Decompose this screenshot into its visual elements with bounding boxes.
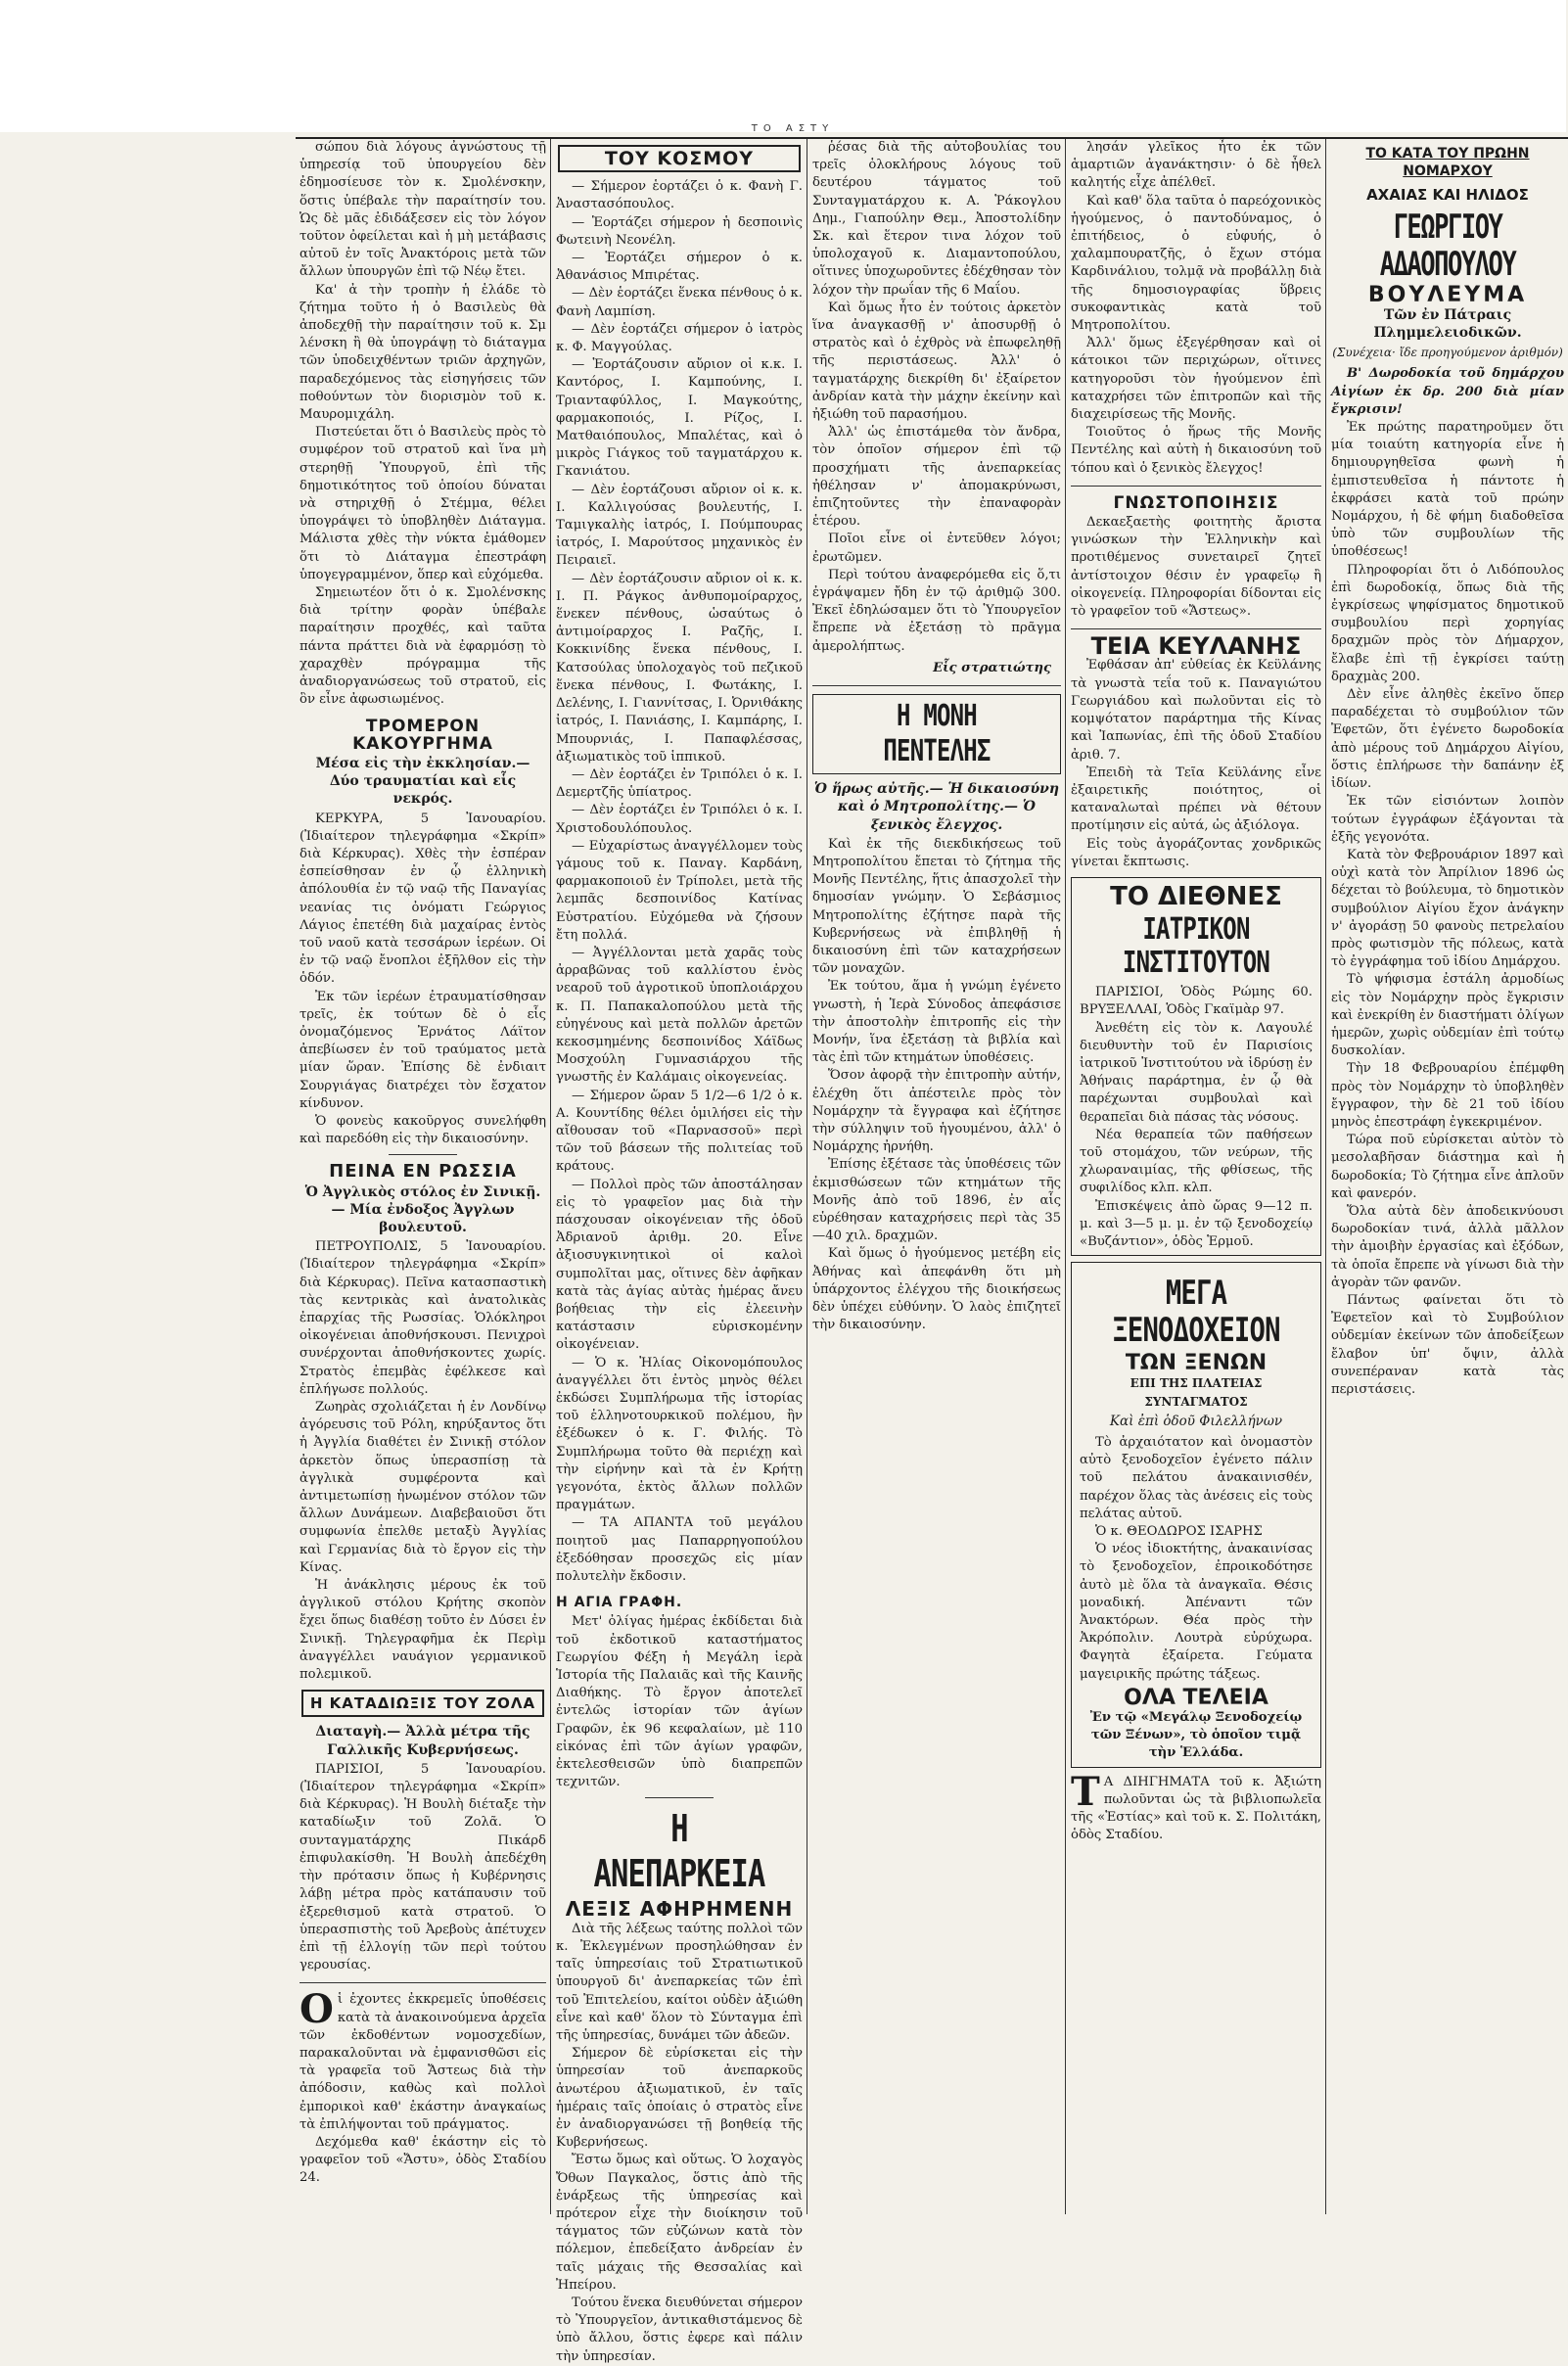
paragraph: Ἀλλ' ὅμως ἐξεγέρθησαν καὶ οἱ κάτοικοι τῶν περιχώρων, οἵτινες κατηγοροῦσι τὸν ἡγούμενον ἐπὶ καταχρήσει τῶν ἐπιτροπῶν καὶ τῆς διαχειρίσεως τῆς Μονῆς. [1071, 336, 1321, 423]
paragraph: Τὸ ἀρχαιότατον καὶ ὀνομαστὸν αὐτὸ ξενοδοχεῖον ἐγένετο πάλιν τοῦ πελάτου ἀνακαινισθέν, παρέχον ὅλας τὰς ἀνέσεις εἰς τοὺς πελάτας αὐτοῦ. [1080, 1434, 1313, 1521]
col5-article [1331, 419, 1564, 1399]
col1-article-3 [300, 1761, 546, 1974]
paragraph: Τὴν 18 Φεβρουαρίου ἐπέμφθη πρὸς τὸν Νομάρχην τὸ ὑποβληθὲν ἔγγραφον, τὴν δὲ 21 τοῦ ἰδίου μηνὸς ἐπεστράφη ἐγκεκριμένον. [1331, 1061, 1564, 1130]
paragraph: Ὁ νέος ἰδιοκτήτης, ἀνακαινίσας τὸ ξενοδοχεῖον, ἐπροικοδότησε ἀυτὸ μὲ ὅλα τὰ ἀναγκαῖα. Θέσις μοναδική. Ἀπέναντι τῶν Ἀνακτόρων. Θέα πρὸς τὴν Ἀκρόπολιν. Λουτρὰ εὐρύχωρα. Φαγητὰ ἐξαίρετα. Γεύματα μαγειρικῆς πρώτης τάξεως. [1080, 1542, 1313, 1682]
paragraph: Διὰ τῆς λέξεως ταύτης πολλοὶ τῶν κ. Ἐκλεγμένων προσηλώθησαν ἐν ταῖς ὑπηρεσίαις τοῦ Στρατιωτικοῦ ὑπουργοῦ δι' ἀνεπαρκείας τῶν ἐπὶ τοῦ Ἐπιτελείου, καίτοι οὐδὲν ἀξιώθη εἶνε καὶ καθ' ὅλον τὸ Σύνταγμα ἐπὶ τῆς ὑπηρεσίας, δυνάμει τῶν ἀδεῶν. [556, 1921, 803, 2043]
col4-tea-text [1071, 657, 1321, 870]
col4-notice-text: Δεκαεξαετὴς φοιτητὴς ἄριστα γινώσκων τὴν Ἑλληνικὴν καὶ προτιθέμενος συνεταιρεῖ ζητεῖ ἀντίστοιχον θέσιν ἐν γραφεῖῳ ἢ οἰκογενείᾳ. Πληροφορίαι δίδονται εἰς τὸ γραφεῖον τοῦ «Ἄστεως». [1071, 515, 1321, 620]
headline-agia-grafi: Η ΑΓΙΑ ΓΡΑΦΗ. [556, 1595, 683, 1611]
headline-iatrikon: ΙΑΤΡΙΚΟΝ ΙΝΣΤΙΤΟΥΤΟΝ [1122, 912, 1270, 981]
col1-article-2 [300, 1238, 546, 1684]
headline-aneparkeia: Η ΑΝΕΠΑΡΚΕΙΑ [593, 1807, 765, 1896]
headline-zola: Η ΚΑΤΑΔΙΩΞΙΣ ΤΟΥ ΖΟΛΑ [301, 1690, 544, 1717]
institute-ad [1071, 877, 1321, 1256]
subhead-moni: Ὁ ἥρως αὐτῆς.— Ἡ δικαιοσύνη καὶ ὁ Μητροπολίτης.— Ὁ ξενικὸς ἔλεγχος. [813, 781, 1060, 833]
col4-books-notice: ΤΑ ΔΙΗΓΗΜΑΤΑ τοῦ κ. Ἀξιώτη πωλοῦνται ὡς τὰ βιβλιοπωλεῖα τῆς «Ἑστίας» καὶ τοῦ κ. Σ. Πολιτάκη, ὁδὸς Σταδίου. [1071, 1768, 1321, 1843]
social-note: — Δὲν ἑορτάζει ἐν Τριπόλει ὁ κ. Ι. Χριστοδουλόπουλος. [556, 803, 803, 836]
divider [812, 685, 1061, 686]
col5-subtitle: Β' Δωροδοκία τοῦ δημάρχου Αἰγίων ἐκ δρ. 200 διὰ μίαν ἔγκρισιν! [1331, 366, 1564, 417]
column-1 [300, 139, 546, 2234]
paragraph: Τώρα ποῦ εὑρίσκεται αὐτὸν τὸ μεσολαβῆσαν διάστημα καὶ ἡ δωροδοκία; Τὸ ζήτημα εἶνε ἁπλοῦν καὶ φανερόν. [1331, 1133, 1564, 1201]
subhead-aneparkeia: ΛΕΞΙΣ ΑΦΗΡΗΜΕΝΗ [565, 1897, 794, 1922]
social-note: — Δὲν ἑορτάζει ἐν Τριπόλει ὁ κ. Ι. Δεμερτζῆς ὑπίατρος. [556, 766, 803, 801]
social-note: — Ἑορτάζουσιν αὔριον οἱ κ.κ. Ι. Καντόρος, Ι. Καμπούνης, Ι. Τριανταφύλλος, Ι. Μαγκούτης, φαρμακοποιός, Ι. Ρίζος, Ι. Ματθαιόπουλος, Μπαλέτας, καὶ ὁ μικρὸς Γιάγκος τοῦ ταγματάρχου κ. Γκανιάτου. [556, 357, 803, 480]
headline-gnostopoiisis: ΓΝΩΣΤΟΠΟΙΗΣΙΣ [1113, 492, 1279, 513]
paragraph: Ἐκ τῶν εἰσιόντων λοιπὸν τούτων ἐγγράφων ἐξάγονται τὰ ἑξῆς γεγονότα. [1331, 794, 1564, 845]
paragraph: ῥέσας διὰ τῆς αὐτοβουλίας του τρεῖς ὁλοκλήρους λόγους τοῦ δευτέρου τάγματος τοῦ Συνταγματάρχου κ. Α. Ῥάκογλου Δημ., Γιαπούλην Θεμ., Ἀποστολίδην Σκ. καὶ ἕτερον τινα λόχον τοῦ ὑπολοχαγοῦ κ. Διαμαντοπούλου, οἵτινες ὑποχωροῦντες ἐδέχθησαν τὸν λόχον τὴν πρωΐαν τῆς 6 Μαΐου. [812, 140, 1061, 298]
col1-intro [300, 139, 546, 710]
subhead-plimmeleiodikon: Τῶν ἐν Πάτραις Πλημμελειοδικῶν. [1373, 306, 1522, 342]
paragraph: ΚΕΡΚΥΡΑ, 5 Ἰανουαρίου. (Ἰδιαίτερον τηλεγράφημα «Σκρίπ» διὰ Κέρκυρας). Χθὲς τὴν ἑσπέραν ἐσπείσθησαν ἐν ᾧ ἐλληνικὴ ἀπόλουθία ἐν τῷ ναῷ τῆς Παναγίας νεανίας τις ὀνόματι Γεώργιος Λάγιος ἐπετέθη διὰ μαχαίρας ἐντὸς τοῦ ναοῦ κατὰ τεσσάρων ἱερέων. Οἱ ἐν τῷ ναῷ ἔνοπλοι ἐξῆλθον εἰς τὴν ὁδόν. [300, 811, 546, 987]
paragraph: Ζωηρὰς σχολιάζεται ἡ ἐν Λονδίνῳ ἀγόρευσις τοῦ Ρόλη, κηρύξαντος ὅτι ἡ Ἀγγλία διαθέτει ἐν Σινικῇ στόλον ἀρκετὸν ὅπως ὑπερασπίσῃ τὰ ἀγγλικὰ συμφέροντα καὶ ἀντιμετωπίσῃ ἡνωμένον στόλον τῶν ἄλλων Δυνάμεων. Διαβεβαιοῦσι ὅτι συμφωνία ἐπελθε μεταξὺ Ἀγγλίας καὶ Γερμανίας διὰ τὸ ἔργον εἰς τὴν Κίνας. [300, 1400, 546, 1575]
newspaper-page [0, 139, 1566, 2364]
divider [645, 1797, 714, 1798]
paragraph: Ὁ κ. ΘΕΟΔΩΡΟΣ ΙΣΑΡΗΣ [1095, 1524, 1263, 1539]
paragraph: Νέα θεραπεία τῶν παθήσεων τοῦ στομάχου, τῶν νεύρων, τῆς χλωραναιμίας, τῆς φθίσεως, τῆς συφιλίδος κλπ. κλπ. [1080, 1127, 1313, 1196]
headline-vouleuma: ΒΟΥΛΕΥΜΑ [1367, 282, 1528, 307]
social-note: — Δὲν ἑορτάζει ἕνεκα πένθους ὁ κ. Φανὴ Λαμπίση. [556, 286, 803, 319]
col1-article-1 [300, 811, 546, 1149]
col4-intro [1071, 139, 1321, 478]
paragraph: Πάντως φαίνεται ὅτι τὸ Ἐφετεῖον καὶ τὸ Συμβούλιον οὐδεμίαν ἐκείνων τῶν ἀποδείξεων ἔλαβον ὑπ' ὄψιν, ἀλλὰ συνεπέραναν κατὰ τὰς περιστάσεις. [1331, 1292, 1564, 1397]
paragraph: Πληροφορίαι ὅτι ὁ Λιδόπουλος ἐπὶ δωροδοκίᾳ, ὅπως διὰ τῆς ἐγκρίσεως ψηφίσματος δημοτικοῦ συμβουλίου περὶ χορηγίας δραχμῶν πρὸς τὸν Δήμαρχον, ἔλαβε ἐπὶ τῇ ἐγκρίσει ταύτῃ δραχμὰς 200. [1331, 562, 1564, 684]
paragraph: Ἐφθάσαν ἀπ' εὐθείας ἐκ Κεϋλάνης τὰ γνωστὰ τεΐα τοῦ κ. Παναγιώτου Γεωργιάδου καὶ πωλοῦνται εἰς τὸ κομψότατον παράρτημα τῆς Κίνας καὶ Ἰαπωνίας, ἐπὶ τῆς ὁδοῦ Σταδίου ἀριθ. 7. [1071, 658, 1321, 763]
paragraph: σώπου διὰ λόγους ἀγνώστους τῇ ὑπηρεσίᾳ τοῦ ὑπουργείου δὲν ἐδημοσίευσε τὸν κ. Σμολένσκην, ὅστις ὑπέβαλε τὴν παραίτησίν του. Ὡς δὲ μᾶς ἐδιδάξεσεν εἰς τὸν λόγον τοῦτον ὀφείλεται καὶ ἡ μὴ μετάβασις αὐτοῦ ἐν τοῖς Ἀνακτόροις μετὰ τῶν ἄλλων ὑπουργῶν ἐπὶ τῷ Νέῳ ἔτει. [300, 140, 546, 280]
paragraph: Καὶ ὅμως ἦτο ἐν τούτοις ἀρκετὸν ἵνα ἀναγκασθῇ ν' ἀποσυρθῇ ὁ στρατὸς καὶ ὁ ἐχθρὸς νὰ ἐπωφεληθῇ τῆς περιστάσεως. Ἀλλ' ὁ ταγματάρχης διεκρίθη δι' ἐξαίρετον ἀνδρίαν κατὰ τὴν μάχην ἐκείνην καὶ ἠξιώθη τοῦ παρασήμου. [812, 300, 1061, 423]
paragraph: Ὅλα αὐτὰ δὲν ἀποδεικνύουσι δωροδοκίαν τινά, ἀλλὰ μᾶλλον τὴν ἀμοιβὴν ἐργασίας καὶ ἐξόδων, τὰ ὁποῖα ἔπρεπε νὰ γίνωσι διὰ τὴν ἀγορὰν τῶν φανῶν. [1331, 1203, 1564, 1290]
paragraph: Κα' ἀ τὴν τροπὴν ἡ ἑλάδε τὸ ζήτημα τοῦτο ἡ ὁ Βασιλεὺς θὰ ἀποδεχθῇ τὴν παραίτησιν τοῦ κ. Σμ λένσκη ἢ θὰ ὑπογράψῃ τὸ διάταγμα τῶν ὑποδειχθέντων τριῶν ἀρχηγῶν, παραδεχόμενος τὰς εἰσηγήσεις τῶν ποθούντων τὸν διορισμὸν τοῦ κ. Μαυρομιχάλη. [300, 282, 546, 423]
paragraph: Ἔστω ὅμως καὶ οὕτως. Ὁ λοχαγὸς Ὄθων Παγκαλος, ὅστις ἀπὸ τῆς ἐνάρξεως τῆς ὑπηρεσίας καὶ πρότερον εἶχε τὴν διοίκησιν τοῦ τάγματος τῶν εὐζώνων κατὰ τὸν πόλεμον, ἐπεδείξατο ἀνδρείαν ἐν ταῖς μάχαις τῆς Θεσσαλίας καὶ Ἠπείρου. [556, 2153, 803, 2293]
divider [1071, 628, 1321, 629]
headline-peina: ΠΕΙΝΑ ΕΝ ΡΩΣΣΙΑ [329, 1161, 517, 1183]
paragraph: Ἐκ πρώτης παρατηροῦμεν ὅτι μία τοιαύτη κατηγορία εἶνε ἡ δημιουργηθεῖσα φωνὴ ἡ ἐμπιστευθεῖσα ἡ πάντοτε ἡ ἐκφράσει κατὰ τοῦ πρώην Νομάρχου, ἡ δὲ φήμη διαδοθεῖσα ὑπὸ τῶν συμβουλίων τῆς ὑποθέσεως! [1331, 420, 1564, 560]
social-note: — Ἑορτάζει σήμερον ἡ δεσποινὶς Φωτεινὴ Νεονέλη. [556, 214, 803, 248]
paragraph: Ἐπίσης ἐξέτασε τὰς ὑποθέσεις τῶν ἐκμισθώσεων τῶν κτημάτων τῆς Μονῆς ἀπὸ τοῦ 1896, ἐν αἷς εὑρέθησαν καταχρήσεις περὶ τὰς 35—40 χιλ. δραχμῶν. [812, 1157, 1061, 1244]
col3-article [812, 836, 1061, 1335]
social-note: — Δὲν ἑορτάζουσι αὔριον οἱ κ. κ. Ι. Καλλιγούσας βουλευτής, Ι. Ταμιγκαλὴς ἰατρός, Ι. Πούμπουρας ἰατρός, Ι. Μαρούτσος μηχανικὸς ἐν Πειραιεῖ. [556, 482, 803, 569]
paragraph: Ἡ ἀνάκλησις μέρους ἐκ τοῦ ἀγγλικοῦ στόλου Κρήτης σκοπὸν ἔχει ὅπως διαθέσῃ τοῦτο ἐν Δύσει ἐν Σινικῇ. Τηλεγραφῆμα ἐκ Περὶμ ἀναγγέλλει ναυάγιον γερμανικοῦ πολεμικοῦ. [300, 1578, 546, 1683]
paragraph: Εἰς τοὺς ἀγοράζοντας χονδρικῶς γίνεται ἔκπτωσις. [1071, 836, 1321, 869]
paragraph: λησάν γλεῖκος ἦτο ἐκ τῶν ἁμαρτιῶν ἀγανάκτησιν· ὁ δὲ ἦθελ καλητής εἶχε ἀπέλθεῖ. [1071, 140, 1321, 191]
paragraph: Πιστεύεται ὅτι ὁ Βασιλεὺς πρὸς τὸ συμφέρον τοῦ στρατοῦ καὶ ἵνα μὴ στερηθῇ Ὑπουργοῦ, ἐπὶ τῆς δημοτικότητος τοῦ ὁποίου δύναται νὰ στηριχθῇ ὁ Στέμμα, θέλει ὑπογράψει τὸ ὑποβληθὲν Διάταγμα. Μάλιστα χθὲς τὴν νύκτα ἐμάθομεν ὅτι τὸ Διάταγμα ἐπεστράφη ὑπογεγραμμένον, ὅπερ καὶ εὐχόμεθα. [300, 425, 546, 582]
paragraph: ΠΑΡΙΣΙΟΙ, 5 Ἰανουαρίου. (Ἰδιαίτερον τηλεγράφημα «Σκρίπ» διὰ Κέρκυρας). Ἡ Βουλὴ διέταξε τὴν καταδίωξιν τοῦ Ζολᾶ. Ὁ συνταγματάρχης Πικάρδ ἐπιφυλακίσθη. Ἡ Βουλὴ ἀπεδέχθη τὴν πρότασιν ὅπως ἡ Κυβέρνησις λάβῃ μέτρα πρὸς κατάπαυσιν τοῦ ἐξερεθισμοῦ κατὰ στρατοῦ. Ὁ ὑπερασπιστὴς τοῦ Ἀρεβοὺς ἀπέτυχεν ἐπὶ τῇ ἐλλογίῃ τῶν περὶ τούτου γερουσίας. [300, 1761, 546, 1973]
hotel-street: Καὶ ἐπὶ ὁδοῦ Φιλελλήνων [1109, 1413, 1283, 1429]
divider [1071, 486, 1321, 487]
continuation-note: (Συνέχεια· ἴδε προηγούμενον ἀριθμόν) [1332, 346, 1563, 360]
divider [300, 1982, 546, 1983]
page-top-margin [0, 0, 1566, 132]
paragraph: Ἐπειδὴ τὰ Τεῖα Κεϋλάνης εἶνε ἐξαιρετικῆς ποιότητος, οἱ καταναλωταὶ πρέπει νὰ θέτουν προτίμησιν εἰς αὐτά, ὡς ἀξιόλογα. [1071, 765, 1321, 834]
paragraph: Ἐκ τούτου, ἅμα ἡ γνώμη ἐγένετο γνωστὴ, ἡ Ἱερὰ Σύνοδος ἀπεφάσισε τὴν ἀποστολὴν ἐπιτροπῆς εἰς τὴν Μονήν, ἵνα ἐξετάσῃ τὰ βιβλία καὶ τὰς ἐπὶ τῶν κτημάτων ὑποθέσεις. [812, 979, 1061, 1066]
paragraph: ΠΑΡΙΣΙΟΙ, Ὁδὸς Ρώμης 60. ΒΡΥΞΕΛΛΑΙ, Ὁδὸς Γκαϊμὰρ 97. [1080, 985, 1313, 1018]
column-2 [556, 139, 803, 2364]
col1-notice-2: Δεχόμεθα καθ' ἑκάστην εἰς τὸ γραφεῖον τοῦ «Ἄστυ», ὁδὸς Σταδίου 24. [300, 2134, 546, 2186]
subhead-zola: Διαταγὴ.— Ἀλλὰ μέτρα τῆς Γαλλικῆς Κυβερνήσεως. [315, 1724, 530, 1758]
col2-agia-grafi-text: Μετ' ὀλίγας ἡμέρας ἐκδίδεται διὰ τοῦ ἐκδοτικοῦ καταστήματος Γεωργίου Φέξη ἡ Μεγάλη ἱερὰ Ἱστορία τῆς Παλαιᾶς καὶ τῆς Καινῆς Διαθήκης. Τὸ ἔργον ἀποτελεῖ ἐντελῶς ἱστορίαν τῶν ἁγίων Γραφῶν, ἐκ 96 κεφαλαίων, μὲ 110 εἰκόνας ἐπὶ τῶν ἁγίων γραφῶν, ἐκτελεσθεισῶν ὑπὸ διαπρεπῶν τεχνιτῶν. [556, 1614, 803, 1790]
headline-ton-xenon: ΤΩΝ ΞΕΝΩΝ [1125, 1351, 1268, 1376]
headline-kata-nomarxou: ΤΟ ΚΑΤΑ ΤΟΥ ΠΡΩΗΝ ΝΟΜΑΡΧΟΥ [1365, 146, 1530, 180]
paragraph: Καὶ ἐκ τῆς διεκδικήσεως τοῦ Μητροπολίτου ἔπεται τὸ ζήτημα τῆς Μονῆς Πεντέλης, ἥτις ἀπασχολεῖ τὴν δημοσίαν γνώμην. Ὁ Σεβάσμιος Μητροπολίτης ἐζήτησε παρὰ τῆς Κυβερνήσεως νὰ ἐπιβληθῇ ἡ δικαιοσύνη ἐπὶ τῶν καταχρήσεων τῶν μοναχῶν. [812, 836, 1061, 977]
paragraph: Δὲν εἶνε ἀληθὲς ἐκεῖνο ὅπερ παραδέχεται τὸ συμβούλιον τῶν Ἐφετῶν, ὅτι ἐγένετο δωροδοκία ἀπὸ μέρους τοῦ Δημάρχου Αἰγίου, ὅστις ἐπλήρωσε τὴν δαπάνην ἐξ ἰδίων. [1331, 687, 1564, 792]
headline-trom: ΤΡΟΜΕΡΟΝ ΚΑΚΟΥΡΓΗΜΑ [352, 716, 493, 754]
headline-axaias: ΑΧΑΙΑΣ ΚΑΙ ΗΛΙΔΟΣ [1366, 186, 1529, 205]
col4-hotel-text [1080, 1434, 1313, 1684]
headline-moni-penteli: Η ΜΟΝΗ ΠΕΝΤΕΛΗΣ [883, 699, 991, 769]
headline-adaopoulou: ΓΕΩΡΓΙΟΥ ΑΔΑΟΠΟΥΛΟΥ [1379, 207, 1516, 284]
paragraph: Ἐκ τῶν ἱερέων ἐτραυματίσθησαν τρεῖς, ἐκ τούτων δὲ ὁ εἷς ὀνομαζόμενος Ἐρνάτος Λάϊτον ἀπεβίωσεν ἐν τοῦ τραύματος μετὰ μίαν ὥραν. Ἐπίσης δὲ ἐνδιαιτ Σουργιάγας διατρέχει τὸν ἔσχατον κίνδυνον. [300, 989, 546, 1111]
hotel-tagline: Ἐν τῷ «Μεγάλῳ Ξενοδοχείῳ τῶν Ξένων», τὸ ὁποῖον τιμᾷ τὴν Ἑλλάδα. [1089, 1710, 1303, 1761]
headline-moni-box [812, 694, 1061, 774]
column-3 [812, 139, 1061, 2234]
headline-teia: ΤΕΙΑ ΚΕΥΛΑΝΗΣ [1090, 632, 1302, 661]
headline-ola-teleia: ΟΛΑ ΤΕΛΕΙΑ [1124, 1685, 1268, 1710]
col3-intro [812, 139, 1061, 656]
subhead-peina: Ὁ Ἀγγλικὸς στόλος ἐν Σινικῇ.— Μία ἐνδοξος Ἀγγλων βουλευτοῦ. [304, 1183, 541, 1235]
column-rule [1065, 139, 1066, 2214]
paragraph: Κατὰ τὸν Φεβρουάριον 1897 καὶ οὐχὶ κατὰ τὸν Ἀπρίλιον 1896 ὡς δέχεται τὸ βούλευμα, τὸ δημοτικὸν συμβούλιον Αἰγίου ἔχον ἀνάγκην ν' ἀγοράσῃ 50 φανοὺς πετρελαίου πρὸς φωτισμὸν τῆς πόλεως, κατὰ τὸ ἐγγράφημα τοῦ ἰδίου Δημάρχου. [1331, 847, 1564, 970]
col2-social-notes [556, 178, 803, 1586]
column-rule [550, 139, 551, 2214]
social-note: — Πολλοὶ πρὸς τῶν ἀποστάλησαν εἰς τὸ γραφεῖον μας διὰ τὴν πάσχουσαν οἰκογένειαν τῆς ὁδοῦ Ἀδριανοῦ ἀριθμ. 20. Εἶνε ἀξιοσυγκινητικοὶ οἱ καλοὶ συμπολῖται μας, οἵτινες δὲν ἀφῆκαν κατὰ τὰς ἁγίας αὐτὰς ἡμέρας ἄνευ βοήθειας τὴν εἰς ἐλεεινὴν κατάστασιν εὑρισκομένην οἰκογένειαν. [556, 1177, 803, 1353]
paragraph: Τὸ ψήφισμα ἐστάλη ἀρμοδίως εἰς τὸν Νομάρχην πρὸς ἔγκρισιν καὶ ἐνεκρίθη ἐν διαστήματι ὀλίγων ἡμερῶν, χωρὶς οὐδεμίαν ἐπὶ τούτῳ δυσκολίαν. [1331, 972, 1564, 1059]
divider [389, 1154, 457, 1155]
social-note: — Σήμερον ὥραν 5 1/2—6 1/2 ὁ κ. Α. Κουντίδης θέλει ὁμιλήσει εἰς τὴν αἴθουσαν τοῦ «Παρνασσοῦ» περὶ τῶν τοῦ βάσεων τῆς πολιτείας τοῦ κράτους. [556, 1088, 803, 1175]
paragraph: Καὶ καθ' ὅλα ταῦτα ὁ παρεόχονικὸς ἡγούμενος, ὁ παντοδύναμος, ὁ ἐπιτήδειος, ὁ εὐφυής, ὁ χαλαμπουρατζῆς, ὁ ἔχων στόμα Καρδινάλιου, τολμᾷ νὰ προβάλλῃ διὰ τῆς δημοσιογραφίας ὕβρεις συκοφαντικὰς κατὰ τοῦ Μητροπολίτου. [1071, 193, 1321, 334]
social-note: — Ἀγγέλλονται μετὰ χαρᾶς τοὺς ἀρραβῶνας τοῦ καλλίστου ἐνὸς νεαροῦ τοῦ ἀγροτικοῦ ὑποπλοιάρχου κ. Π. Παπακαλοπούλου μετὰ τῆς εὐηγένους καὶ μετὰ πολλῶν ἀρετῶν κεκοσμημένης δεσποινίδος Χάϊδως Μοσχούλη Γυμνασιάρχου τῆς γνωστῆς ἐν Καλάμαις οἰκογενείας. [556, 945, 803, 1086]
social-note: — Ὁ κ. Ἠλίας Οἰκονομόπουλος ἀναγγέλλει ὅτι ἐντὸς μηνὸς θέλει ἐκδώσει Συμπλήρωμα τῆς ἱστορίας τοῦ ἑλληνοτουρκικοῦ πολέμου, ἢν ἐξέδωκεν ὁ κ. Γ. Φιλής. Τὸ Συμπλήρωμα τοῦτο θὰ περιέχῃ καὶ τὴν εἰρήνην καὶ τὰ ἐν Κρήτῃ γεγονότα, ἐκτὸς ἄλλων πολλῶν πραγμάτων. [556, 1355, 803, 1513]
col4-institute-text [1080, 984, 1313, 1251]
paragraph: Ὁ φονεὺς κακοῦργος συνελήφθη καὶ παρεδόθη εἰς τὴν δικαιοσύνην. [300, 1113, 546, 1147]
column-rule [1325, 139, 1326, 2214]
paragraph: Τούτου ἕνεκα διευθύνεται σήμερον τὸ Ὑπουργεῖον, ἀντικαθιστάμενος δὲ ὑπὸ ἄλλου, ὅστις ἐφερε καὶ πάλιν τὴν ὑπηρεσίαν. [556, 2295, 803, 2364]
column-4 [1071, 139, 1321, 2234]
headline-mega-xenodocheion: ΜΕΓΑ ΞΕΝΟΔΟΧΕΙΟΝ [1112, 1274, 1280, 1351]
social-note: — Ἑορτάζει σήμερον ὁ κ. Ἀθανάσιος Μπιρέτας. [556, 251, 803, 284]
masthead-strip: ΤΟ ΑΣΤΥ [751, 123, 835, 134]
col2-aneparkeia-text [556, 1921, 803, 2366]
social-note: — ΤΑ ΑΠΑΝΤΑ τοῦ μεγάλου ποιητοῦ μας Παπαρρηγοπούλου ἐξεδόθησαν προσεχῶς εἰς μίαν πολυτελὴν ἔκδοσιν. [556, 1515, 803, 1585]
paragraph: Ἐπισκέψεις ἀπὸ ὥρας 9—12 π. μ. καὶ 3—5 μ. μ. ἐν τῷ ξενοδοχείῳ «Βυζάντιον», ὁδὸς Ἑρμοῦ. [1080, 1198, 1313, 1249]
hotel-location: ΕΠΙ ΤΗΣ ΠΛΑΤΕΙΑΣ ΣΥΝΤΑΓΜΑΤΟΣ [1130, 1376, 1263, 1409]
column-5 [1331, 139, 1564, 2234]
paragraph: Περὶ τούτου ἀναφερόμεθα εἰς ὅ,τι ἐγράψαμεν ἤδη ἐν τῷ ἀριθμῷ 300. Ἐκεῖ ἐδηλώσαμεν ὅτι τὸ Ὑπουργεῖον ἔπρεπε νὰ ἐξετάσῃ τὸ πρᾶγμα ἀμερολήπτως. [812, 567, 1061, 654]
paragraph: Σημειωτέον ὅτι ὁ κ. Σμολένσκης διὰ τρίτην φορὰν ὑπέβαλε παραίτησιν προχθές, καὶ ταῦτα πάντα πράττει διὰ νὰ ἐφαρμόσῃ τὸ χαραχθὲν πρόγραμμα τῆς ἀναδιοργανώσεως τοῦ στρατοῦ, εἰς ὃν εἶνε ἀφωσιωμένος. [300, 585, 546, 708]
social-note: — Σήμερον ἑορτάζει ὁ κ. Φανὴ Γ. Ἀναστασόπουλος. [556, 179, 803, 212]
signature: Εἷς στρατιώτης [933, 660, 1051, 675]
paragraph: Ἀλλ' ὡς ἐπιστάμεθα τὸν ἄνδρα, τὸν ὁποῖον σήμερον ἐπὶ τῷ προσχήματι τῆς ἀνεπαρκείας ἠθέλησαν ν' ἀπομακρύνωσι, ἐπιζητοῦντες τὴν ἐπαναφορὰν ἑτέρου. [812, 425, 1061, 530]
paragraph: ΠΕΤΡΟΥΠΟΛΙΣ, 5 Ἰανουαρίου. (Ἰδιαίτερον τηλεγράφημα «Σκρίπ» διὰ Κέρκυρας). Πεῖνα κατασπαστικὴ τὰς κεντρικὰς καὶ ἀνατολικὰς ἐπαρχίας τῆς Ρωσσίας. Ὁλόκληροι οἰκογένειαι ἀποθνήσκουσι. Πενιχροὶ συνέρχονται ἀποθνήσκοντες χωρίς. Στρατὸς ἐπεμβὰς ἐφέλκεσε καὶ ἐπλήγωσε πολλούς. [300, 1239, 546, 1397]
social-note: — Δὲν ἑορτάζει σήμερον ὁ ἰατρὸς κ. Φ. Μαγγούλας. [556, 321, 803, 355]
paragraph: Τοιοῦτος ὁ ἥρως τῆς Μονῆς Πεντέλης καὶ αὐτὴ ἡ δικαιοσύνη τοῦ τόπου καὶ ὁ ξενικὸς ἔλεγχος! [1071, 425, 1321, 476]
paragraph: Ἀνεθέτη εἰς τὸν κ. Λαγουλέ διευθυντὴν τοῦ ἐν Παρισίοις ἰατρικοῦ Ἰνστιτούτου νὰ ἱδρύσῃ ἐν Ἀθήναις παράρτημα, ἐν ᾧ θὰ παρέχωνται συμβουλαὶ καὶ θεραπεῖαι διὰ πάσας τὰς νόσους. [1080, 1020, 1313, 1125]
headline-kosmou: ΤΟΥ ΚΟΣΜΟΥ [558, 145, 801, 172]
paragraph: Ποῖοι εἶνε οἱ ἐντεῦθεν λόγοι; ἐρωτῶμεν. [812, 532, 1061, 565]
social-note: — Δὲν ἑορτάζουσιν αὔριον οἱ κ. κ. Ι. Π. Ράγκος ἀνθυπομοίραρχος, ἕνεκεν πένθους, ὡσαύτως ὁ ἀντιμοίραρχος Ι. Ραζῆς, Ι. Κοκκινίδης ἕνεκα πένθους, Ι. Κατσούλας ὑπολοχαγὸς τοῦ πεζικοῦ ἕνεκα πένθους, Ι. Φωτάκης, Ι. Δελένης, Ι. Γιαννίτσας, Ι. Ὀρνιθάκης ἰατρός, Ι. Πανιάσης, Ι. Καμπάρης, Ι. Μπουρνιάς, Ι. Παπαφλέσσας, ἀξιωματικὸς τοῦ ἱππικοῦ. [556, 571, 803, 765]
paragraph: Καὶ ὅμως ὁ ἡγούμενος μετέβη εἰς Ἀθήνας καὶ ἀπεφάνθη ὅτι μὴ ὑπάρχοντος ἐλέγχου τῆς διοικήσεως δὲν ὑπέχει εὐθύνην. Ὁ λαὸς ἐπιζητεῖ τὴν δικαιοσύνην. [812, 1246, 1061, 1333]
social-note: — Εὐχαρίστως ἀναγγέλλομεν τοὺς γάμους τοῦ κ. Παναγ. Καρδάνη, φαρμακοποιοῦ ἐν Τρίπολει, μετὰ τῆς λεμπᾶς δεσποινίδος Κατίνας Εὐστρατίου. Εὐχόμεθα νὰ ζήσουν ἔτη πολλά. [556, 838, 803, 943]
hotel-ad [1071, 1262, 1321, 1767]
paragraph: Ὅσον ἀφορᾷ τὴν ἐπιτροπὴν αὐτήν, ἐλέχθη ὅτι ἀπέστειλε πρὸς τὸν Νομάρχην τὰ ἔγγραφα καὶ ἐζήτησε τὴν σύλληψιν τοῦ ἡγουμένου, ἀλλ' ὁ Νομάρχης ἠρνήθη. [812, 1068, 1061, 1155]
headline-diethnes: ΤΟ ΔΙΕΘΝΕΣ [1110, 881, 1282, 911]
col1-notice: Οἱ ἐχοντες ἐκκρεμεῖς ὑποθέσεις κατὰ τὰ ἀνακοινούμενα ἀρχεῖα τῶν ἐκδοθέντων νομοσχεδίων, παρακαλοῦνται νὰ ἐμφανισθῶσι εἰς τὰ γραφεῖα τοῦ Ἄστεως διὰ τὴν ἀπόδοσιν, καθὼς καὶ πολλοὶ ἐμπορικοὶ καθ' ἑκάστην ἀναγκαίως τὰ ἐπιλήψονται τοῦ πράγματος. [300, 1986, 546, 2132]
subhead-trom: Μέσα εἰς τὴν ἐκκλησίαν.— Δύο τραυματίαι καὶ εἷς νεκρός. [315, 755, 530, 808]
paragraph: Σήμερον δὲ εὑρίσκεται εἰς τὴν ὑπηρεσίαν τοῦ ἀνεπαρκοῦς ἀνωτέρου ἀξιωματικοῦ, ἐν ταῖς ἡμέραις ταῖς ὁποίαις ὁ στρατὸς εἶνε ἐν ἀναδιοργανώσει τῇ βοηθείᾳ τῆς Κυβερνήσεως. [556, 2046, 803, 2151]
